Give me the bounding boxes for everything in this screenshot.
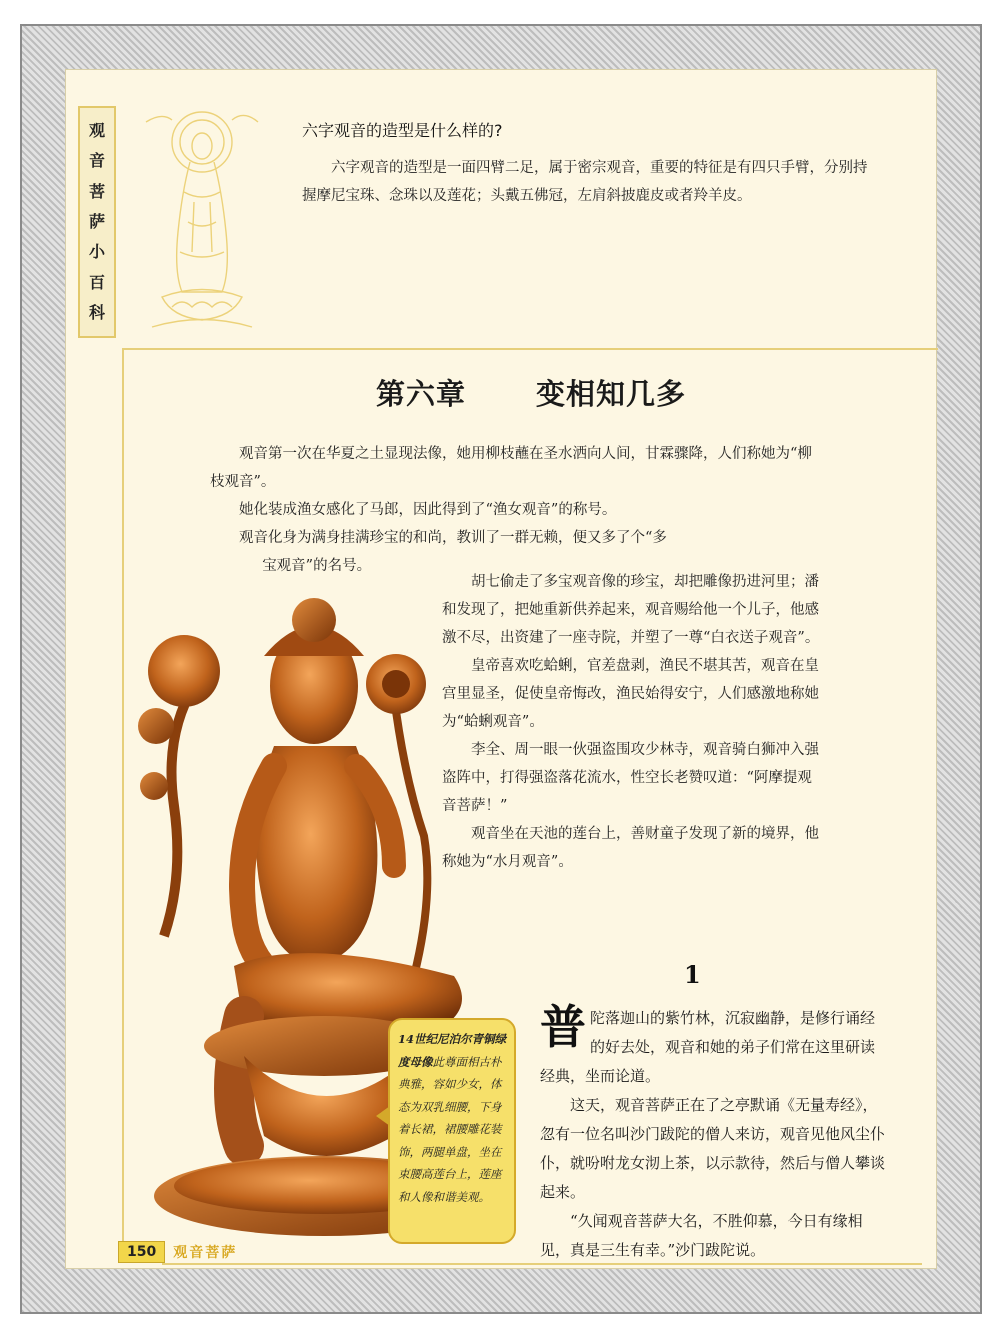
story-paragraph-text: 陀落迦山的紫竹林，沉寂幽静，是修行诵经的好去处，观音和她的弟子们常在这里研读经典，坐而论道。 bbox=[540, 1009, 876, 1085]
sidebar-char: 小 bbox=[88, 242, 105, 262]
section-number: 1 bbox=[684, 960, 701, 989]
summary-paragraph: 观音第一次在华夏之土显现法像，她用柳枝蘸在圣水洒向人间，甘霖骤降，人们称她为“柳枝观音”。 bbox=[210, 446, 812, 490]
footer-divider bbox=[162, 1263, 922, 1265]
sidebar-char: 音 bbox=[88, 151, 105, 171]
chapter-number: 第六章 bbox=[375, 377, 466, 411]
sidebar-tab bbox=[78, 106, 116, 338]
statue-caption bbox=[388, 1018, 516, 1244]
summary-paragraph: 李全、周一眼一伙强盗围攻少林寺，观音骑白狮冲入强盗阵中，打得强盗落花流水，性空长老赞叹道：“阿摩提观音菩萨！” bbox=[442, 742, 819, 814]
story-paragraph: 这天，观音菩萨正在了之亭默诵《无量寿经》，忽有一位名叫沙门跋陀的僧人来访，观音见他风尘仆仆，就吩咐龙女沏上茶，以示款待，然后与僧人攀谈起来。 bbox=[540, 1096, 886, 1201]
footer-book-title: 观音菩萨 bbox=[173, 1245, 238, 1261]
sidebar-char: 萨 bbox=[88, 211, 105, 231]
sidebar-char: 观 bbox=[88, 121, 105, 141]
page-number: 150 bbox=[118, 1241, 165, 1263]
header-question: 六字观音的造型是什么样的? bbox=[302, 121, 503, 140]
chapter-content bbox=[122, 348, 938, 1260]
drop-cap: 普 bbox=[540, 1000, 586, 1054]
header-answer-text: 六字观音的造型是一面四臂二足，属于密宗观音，重要的特征是有四只手臂，分别持握摩尼宝珠、念珠以及莲花；头戴五佛冠，左肩斜披鹿皮或者羚羊皮。 bbox=[302, 160, 868, 204]
story-paragraph bbox=[540, 1000, 886, 1091]
summary-paragraph: 观音坐在天池的莲台上，善财童子发现了新的境界，他称她为“水月观音”。 bbox=[442, 826, 819, 870]
page bbox=[66, 70, 936, 1268]
page-footer bbox=[118, 1240, 237, 1264]
summary-paragraph: 她化装成渔女感化了马郎，因此得到了“渔女观音”的称号。 bbox=[239, 502, 617, 518]
chapter-heading bbox=[124, 372, 938, 413]
sidebar-char: 科 bbox=[88, 302, 105, 322]
chapter-summary-continued bbox=[442, 568, 826, 876]
caption-text: 此尊面相古朴典雅，容如少女，体态为双乳细腰，下身着长裙，裙腰雕花装饰，两腿单盘，坐在束腰高莲台上，莲座和人像和谐美观。 bbox=[398, 1054, 502, 1204]
summary-paragraph: 宝观音”的名号。 bbox=[262, 558, 372, 574]
chapter-title: 变相知几多 bbox=[536, 377, 687, 411]
summary-paragraph: 观音化身为满身挂满珍宝的和尚，教训了一群无赖，便又多了个“多 bbox=[239, 530, 667, 546]
summary-paragraph: 皇帝喜欢吃蛤蜊，官差盘剥，渔民不堪其苦，观音在皇宫里显圣，促使皇帝悔改，渔民始得安宁，人们感激地称她为“蛤蜊观音”。 bbox=[442, 658, 819, 730]
story-paragraph: “久闻观音菩萨大名，不胜仰慕，今日有缘相见，真是三生有幸。”沙门跋陀说。 bbox=[540, 1212, 863, 1259]
header-answer bbox=[302, 154, 870, 210]
caption-pointer bbox=[376, 1106, 390, 1126]
page-frame bbox=[20, 24, 982, 1314]
sidebar-char: 菩 bbox=[88, 181, 105, 201]
chapter-summary bbox=[210, 440, 822, 580]
summary-paragraph: 胡七偷走了多宝观音像的珍宝，却把雕像扔进河里；潘和发现了，把她重新供养起来，观音赐给他一个儿子，他感激不尽，出资建了一座寺院，并塑了一尊“白衣送子观音”。 bbox=[442, 574, 820, 646]
guanyin-sketch-illustration bbox=[132, 102, 272, 342]
story-text bbox=[540, 1000, 886, 1265]
sidebar-char: 百 bbox=[88, 272, 105, 292]
caption-title: 14世纪尼泊尔青铜绿度母像 bbox=[398, 1032, 507, 1069]
